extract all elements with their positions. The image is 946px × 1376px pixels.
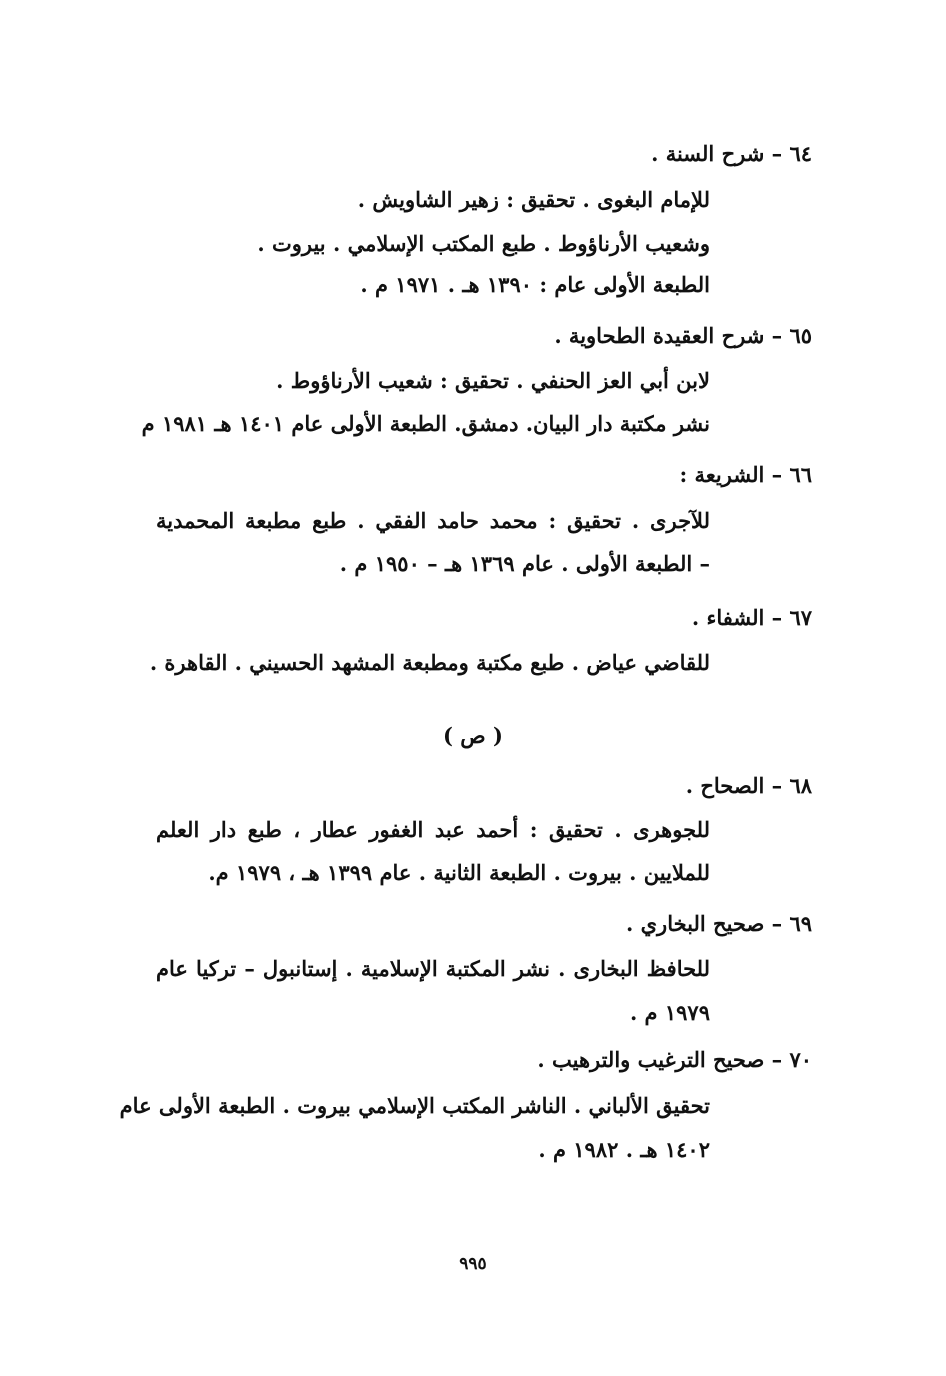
entry-line: ١٩٧٩ م . <box>629 1000 710 1025</box>
entry-line: وشعيب الأرناؤوط . طبع المكتب الإسلامي . بيروت . <box>257 231 710 256</box>
entry-line: لابن أبي العز الحنفي . تحقيق : شعيب الأرناؤوط . <box>276 368 710 393</box>
entry-heading: ٧٠ – صحيح الترغيب والترهيب . <box>537 1047 812 1072</box>
entry-line: للقاضي عياض . طبع مكتبة ومطبعة المشهد الحسيني . القاهرة . <box>149 650 710 675</box>
entry-line: للجوهرى . تحقيق : أحمد عبد الغفور عطار ، طبع دار العلم <box>156 817 710 842</box>
entry-line: تحقيق الألباني . الناشر المكتب الإسلامي بيروت . الطبعة الأولى عام <box>119 1093 710 1118</box>
entry-line: للملايين . بيروت . الطبعة الثانية . عام ١٣٩٩ هـ ، ١٩٧٩ م. <box>208 860 710 885</box>
section-header: ( ص ) <box>443 723 503 748</box>
entry-heading: ٦٧ – الشفاء . <box>691 605 812 630</box>
entry-line: للإمام البغوى . تحقيق : زهير الشاويش . <box>357 187 710 212</box>
entry-heading: ٦٨ – الصحاح . <box>685 773 812 798</box>
entry-heading: ٦٩ – صحيح البخاري . <box>626 911 812 936</box>
entry-line: للآجرى . تحقيق : محمد حامد الفقي . طبع مطبعة المحمدية <box>156 508 710 533</box>
entry-heading: ٦٤ – شرح السنة . <box>651 141 812 166</box>
entry-line: للحافظ البخارى . نشر المكتبة الإسلامية . إستانبول – تركيا عام <box>156 956 710 981</box>
entry-line: الطبعة الأولى عام : ١٣٩٠ هـ . ١٩٧١ م . <box>360 272 710 297</box>
entry-line: نشر مكتبة دار البيان. دمشق. الطبعة الأولى عام ١٤٠١ هـ ١٩٨١ م <box>141 411 710 436</box>
entry-line: – الطبعة الأولى . عام ١٣٦٩ هـ – ١٩٥٠ م . <box>339 551 710 576</box>
entry-line: ١٤٠٢ هـ . ١٩٨٢ م . <box>538 1137 710 1162</box>
entry-heading: ٦٦ – الشريعة : <box>679 462 812 487</box>
page-number: ٩٩٥ <box>459 1254 487 1274</box>
entry-heading: ٦٥ – شرح العقيدة الطحاوية . <box>554 323 812 348</box>
